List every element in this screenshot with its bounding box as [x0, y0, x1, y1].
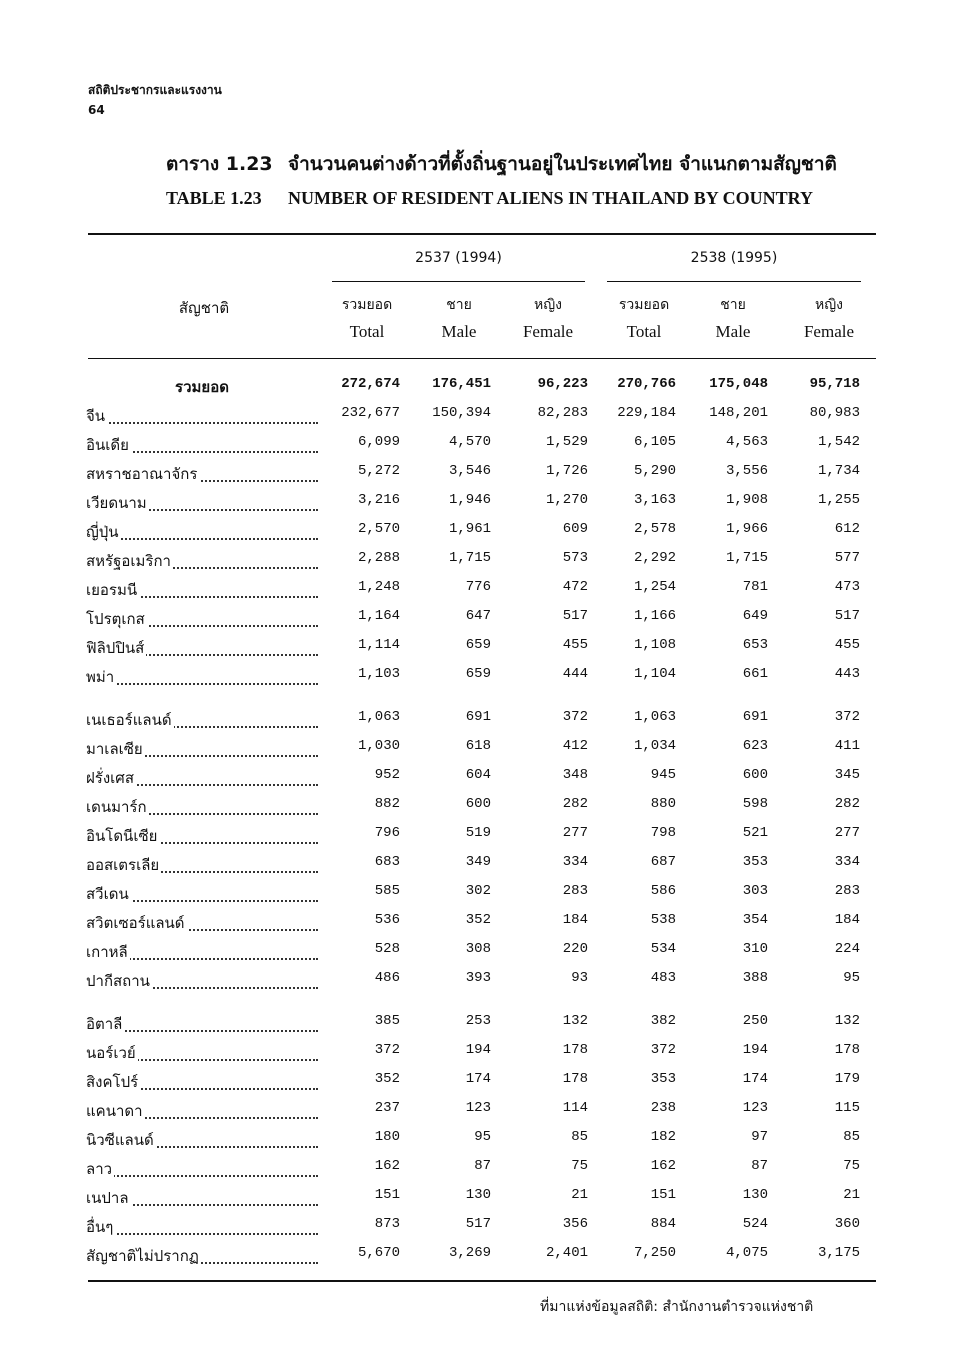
cell-total-1995: 538: [650, 912, 676, 928]
cell-female-1995: 473: [834, 579, 860, 595]
cell-male-1994: 600: [465, 796, 491, 812]
cell-male-1995: 130: [742, 1187, 768, 1203]
table-bottom-rule: [88, 1280, 876, 1282]
cell-female-1994: 2,401: [545, 1245, 588, 1261]
cell-male-1995: 1,715: [725, 550, 768, 566]
cell-total-1994: 5,670: [357, 1245, 400, 1261]
cell-male-1994: 87: [474, 1158, 491, 1174]
cell-male-1994: 123: [465, 1100, 491, 1116]
row-label: [86, 1070, 318, 1094]
cell-female-1994: 277: [562, 825, 588, 841]
cell-female-1994: 93: [571, 970, 588, 986]
cell-male-1995: 653: [742, 637, 768, 653]
cell-female-1995: 21: [843, 1187, 860, 1203]
page-number: 64: [88, 103, 105, 117]
cell-total-1995: 1,104: [633, 666, 676, 682]
running-header-title: สถิติประชากรและแรงงาน: [88, 83, 222, 97]
cell-female-1994: 282: [562, 796, 588, 812]
table-title-thai-text: จำนวนคนต่างด้าวที่ตั้งถิ่นฐานอยู่ในประเทศไทย จำแนกตามสัญชาติ: [288, 153, 837, 175]
row-label: [86, 1215, 318, 1239]
row-label-text: แคนาดา: [86, 1102, 143, 1120]
row-label: [86, 520, 318, 544]
row-label-text: สัญชาติไม่ปรากฏ: [86, 1247, 199, 1265]
cell-male-1994: 130: [465, 1187, 491, 1203]
cell-male-1995: 148,201: [709, 405, 768, 421]
row-label: [86, 795, 318, 819]
row-label-text: สหรัฐอเมริกา: [86, 552, 171, 570]
cell-male-1995: 123: [742, 1100, 768, 1116]
row-label: [86, 1099, 318, 1123]
row-label: [86, 578, 318, 602]
year-1995-rule: [607, 281, 861, 282]
cell-male-1994: 659: [465, 666, 491, 682]
row-label-text: สหราชอาณาจักร: [86, 465, 198, 483]
cell-female-1995: 85: [843, 1129, 860, 1145]
cell-male-1995: 310: [742, 941, 768, 957]
row-label-text: โปรตุเกส: [86, 610, 145, 628]
cell-total-1994: 2,288: [357, 550, 400, 566]
row-label: [86, 462, 318, 486]
row-label: [86, 708, 318, 732]
table-title-english-text: NUMBER OF RESIDENT ALIENS IN THAILAND BY COUNTRY: [288, 188, 813, 208]
col-total-1995: [599, 292, 689, 346]
row-label: [86, 1041, 318, 1065]
running-header: [88, 80, 222, 120]
cell-male-1995: 353: [742, 854, 768, 870]
cell-total-1995: 270,766: [617, 376, 676, 392]
cell-female-1995: 411: [834, 738, 860, 754]
cell-total-1994: 873: [374, 1216, 400, 1232]
cell-total-1995: 372: [650, 1042, 676, 1058]
cell-male-1994: 517: [465, 1216, 491, 1232]
row-label-text: ออสเตรเลีย: [86, 856, 160, 874]
col-female-1994: [503, 292, 593, 346]
cell-male-1994: 3,269: [448, 1245, 491, 1261]
cell-female-1994: 1,726: [545, 463, 588, 479]
cell-total-1995: 798: [650, 825, 676, 841]
cell-female-1994: 573: [562, 550, 588, 566]
cell-male-1994: 647: [465, 608, 491, 624]
cell-total-1994: 1,248: [357, 579, 400, 595]
cell-male-1995: 174: [742, 1071, 768, 1087]
row-label: [86, 636, 318, 660]
cell-male-1994: 1,946: [448, 492, 491, 508]
cell-total-1995: 5,290: [633, 463, 676, 479]
col-total-1994-th: รวมยอด: [341, 297, 393, 313]
cell-total-1994: 2,570: [357, 521, 400, 537]
total-row-label: รวมยอด: [175, 378, 229, 396]
row-label-text: เนเธอร์แลนด์: [86, 711, 172, 729]
row-label: [86, 882, 318, 906]
cell-female-1994: 1,270: [545, 492, 588, 508]
cell-total-1994: 528: [374, 941, 400, 957]
row-label-text: มาเลเซีย: [86, 740, 143, 758]
col-male-1995: [688, 292, 778, 346]
cell-female-1995: 115: [834, 1100, 860, 1116]
cell-male-1994: 253: [465, 1013, 491, 1029]
cell-male-1995: 649: [742, 608, 768, 624]
col-male-1994-en: Male: [441, 322, 477, 341]
cell-male-1994: 352: [465, 912, 491, 928]
cell-female-1995: 577: [834, 550, 860, 566]
year-1994-rule: [332, 281, 585, 282]
cell-male-1994: 659: [465, 637, 491, 653]
cell-total-1995: 238: [650, 1100, 676, 1116]
table-title-english: [166, 184, 837, 212]
cell-female-1994: 356: [562, 1216, 588, 1232]
cell-male-1995: 4,075: [725, 1245, 768, 1261]
cell-male-1995: 97: [751, 1129, 768, 1145]
cell-female-1995: 360: [834, 1216, 860, 1232]
cell-total-1994: 151: [374, 1187, 400, 1203]
table-title-thai: [166, 150, 837, 178]
cell-total-1995: 6,105: [633, 434, 676, 450]
cell-total-1995: 1,034: [633, 738, 676, 754]
cell-male-1994: 4,570: [448, 434, 491, 450]
cell-total-1995: 1,108: [633, 637, 676, 653]
cell-female-1995: 345: [834, 767, 860, 783]
col-female-1995: [784, 292, 874, 346]
cell-male-1995: 388: [742, 970, 768, 986]
cell-male-1995: 354: [742, 912, 768, 928]
cell-total-1995: 2,292: [633, 550, 676, 566]
cell-total-1994: 162: [374, 1158, 400, 1174]
col-total-1995-th: รวมยอด: [618, 297, 670, 313]
row-label-text: อินโดนีเซีย: [86, 827, 158, 845]
cell-female-1995: 1,255: [817, 492, 860, 508]
cell-female-1995: 282: [834, 796, 860, 812]
cell-female-1994: 283: [562, 883, 588, 899]
cell-female-1995: 455: [834, 637, 860, 653]
cell-total-1995: 534: [650, 941, 676, 957]
cell-total-1995: 182: [650, 1129, 676, 1145]
cell-female-1995: 1,542: [817, 434, 860, 450]
source-note: ที่มาแห่งข้อมูลสถิติ: สำนักงานตำรวจแห่งชาติ: [540, 1299, 814, 1315]
cell-male-1995: 303: [742, 883, 768, 899]
cell-total-1994: 3,216: [357, 492, 400, 508]
cell-male-1995: 87: [751, 1158, 768, 1174]
row-label: [86, 1157, 318, 1181]
table-title: [166, 150, 837, 212]
cell-female-1994: 517: [562, 608, 588, 624]
cell-male-1995: 623: [742, 738, 768, 754]
cell-female-1994: 220: [562, 941, 588, 957]
cell-male-1994: 308: [465, 941, 491, 957]
cell-female-1995: 75: [843, 1158, 860, 1174]
cell-female-1994: 184: [562, 912, 588, 928]
cell-total-1994: 385: [374, 1013, 400, 1029]
row-label: [86, 1012, 318, 1036]
cell-female-1995: 178: [834, 1042, 860, 1058]
cell-total-1994: 232,677: [341, 405, 400, 421]
row-label-text: เดนมาร์ก: [86, 798, 147, 816]
cell-male-1994: 1,715: [448, 550, 491, 566]
cell-male-1994: 174: [465, 1071, 491, 1087]
col-female-1995-th: หญิง: [815, 297, 843, 313]
cell-female-1995: 3,175: [817, 1245, 860, 1261]
cell-male-1994: 95: [474, 1129, 491, 1145]
cell-male-1995: 3,556: [725, 463, 768, 479]
row-label: [86, 549, 318, 573]
cell-male-1995: 250: [742, 1013, 768, 1029]
cell-total-1994: 5,272: [357, 463, 400, 479]
cell-total-1994: 1,114: [357, 637, 400, 653]
cell-female-1995: 517: [834, 608, 860, 624]
row-label: [86, 911, 318, 935]
cell-total-1995: 1,063: [633, 709, 676, 725]
cell-total-1995: 353: [650, 1071, 676, 1087]
cell-total-1994: 683: [374, 854, 400, 870]
cell-total-1995: 1,166: [633, 608, 676, 624]
leader-dots: [86, 683, 318, 685]
cell-male-1994: 176,451: [432, 376, 491, 392]
cell-female-1995: 1,734: [817, 463, 860, 479]
cell-total-1994: 882: [374, 796, 400, 812]
cell-female-1995: 277: [834, 825, 860, 841]
cell-total-1994: 796: [374, 825, 400, 841]
row-label: [86, 940, 318, 964]
cell-female-1995: 184: [834, 912, 860, 928]
leader-dots: [86, 422, 318, 424]
cell-total-1994: 486: [374, 970, 400, 986]
cell-female-1994: 178: [562, 1042, 588, 1058]
cell-male-1995: 175,048: [709, 376, 768, 392]
cell-male-1995: 4,563: [725, 434, 768, 450]
cell-female-1995: 95,718: [809, 376, 860, 392]
cell-female-1995: 283: [834, 883, 860, 899]
row-label-text: อื่นๆ: [86, 1218, 114, 1236]
year-1994-header: 2537 (1994): [415, 250, 502, 266]
cell-female-1994: 96,223: [537, 376, 588, 392]
col-female-1994-en: Female: [522, 322, 574, 341]
col-male-1995-th: ชาย: [720, 297, 746, 313]
cell-total-1994: 272,674: [341, 376, 400, 392]
cell-total-1994: 1,164: [357, 608, 400, 624]
row-label: [86, 824, 318, 848]
cell-total-1994: 1,030: [357, 738, 400, 754]
row-label: [86, 766, 318, 790]
leader-dots: [86, 1175, 318, 1177]
cell-total-1995: 151: [650, 1187, 676, 1203]
row-label-text: เนปาล: [86, 1189, 129, 1207]
row-label: [86, 491, 318, 515]
cell-male-1994: 302: [465, 883, 491, 899]
cell-total-1995: 586: [650, 883, 676, 899]
cell-total-1994: 372: [374, 1042, 400, 1058]
row-label-text: สิงคโปร์: [86, 1073, 139, 1091]
row-label-text: เกาหลี: [86, 943, 128, 961]
col-female-1995-en: Female: [803, 322, 855, 341]
cell-female-1995: 443: [834, 666, 860, 682]
row-label-text: นิวซีแลนด์: [86, 1131, 154, 1149]
cell-male-1994: 3,546: [448, 463, 491, 479]
row-label-text: เยอรมนี: [86, 581, 138, 599]
cell-total-1995: 3,163: [633, 492, 676, 508]
cell-female-1994: 455: [562, 637, 588, 653]
col-male-1995-en: Male: [715, 322, 751, 341]
cell-male-1995: 661: [742, 666, 768, 682]
cell-male-1994: 1,961: [448, 521, 491, 537]
row-label: [86, 607, 318, 631]
cell-total-1995: 880: [650, 796, 676, 812]
row-label: [86, 853, 318, 877]
cell-total-1994: 585: [374, 883, 400, 899]
table-number-thai: ตาราง 1.23: [166, 153, 273, 175]
cell-total-1995: 162: [650, 1158, 676, 1174]
row-label: [86, 1186, 318, 1210]
row-label: [86, 969, 318, 993]
cell-male-1994: 776: [465, 579, 491, 595]
cell-female-1994: 444: [562, 666, 588, 682]
row-label-text: ปากีสถาน: [86, 972, 150, 990]
cell-female-1994: 412: [562, 738, 588, 754]
row-label: [86, 433, 318, 457]
row-label: [86, 404, 318, 428]
cell-male-1994: 604: [465, 767, 491, 783]
cell-female-1995: 224: [834, 941, 860, 957]
row-label-text: สวีเดน: [86, 885, 129, 903]
cell-total-1995: 229,184: [617, 405, 676, 421]
cell-male-1994: 519: [465, 825, 491, 841]
cell-female-1994: 132: [562, 1013, 588, 1029]
col-female-1994-th: หญิง: [534, 297, 562, 313]
cell-female-1994: 372: [562, 709, 588, 725]
cell-female-1994: 21: [571, 1187, 588, 1203]
cell-female-1994: 114: [562, 1100, 588, 1116]
col-male-1994-th: ชาย: [446, 297, 472, 313]
row-label-text: ญี่ปุ่น: [86, 523, 119, 541]
cell-female-1995: 80,983: [809, 405, 860, 421]
cell-male-1995: 598: [742, 796, 768, 812]
cell-male-1995: 194: [742, 1042, 768, 1058]
col-total-1994: [322, 292, 412, 346]
cell-male-1994: 618: [465, 738, 491, 754]
col-male-1994: [414, 292, 504, 346]
row-label: [86, 1128, 318, 1152]
row-label-text: อินเดีย: [86, 436, 129, 454]
cell-total-1994: 6,099: [357, 434, 400, 450]
col-total-1994-en: Total: [349, 322, 385, 341]
cell-total-1994: 352: [374, 1071, 400, 1087]
cell-total-1994: 180: [374, 1129, 400, 1145]
cell-female-1995: 95: [843, 970, 860, 986]
cell-female-1995: 132: [834, 1013, 860, 1029]
cell-total-1995: 687: [650, 854, 676, 870]
cell-female-1995: 612: [834, 521, 860, 537]
cell-male-1995: 1,966: [725, 521, 768, 537]
row-label: [86, 665, 318, 689]
cell-total-1994: 1,063: [357, 709, 400, 725]
row-label-text: เวียดนาม: [86, 494, 147, 512]
row-label: [86, 1244, 318, 1268]
cell-total-1995: 7,250: [633, 1245, 676, 1261]
header-bottom-rule: [88, 358, 876, 359]
row-label-text: นอร์เวย์: [86, 1044, 136, 1062]
cell-male-1994: 349: [465, 854, 491, 870]
cell-total-1994: 536: [374, 912, 400, 928]
row-label-text: พม่า: [86, 668, 115, 686]
year-1995-header: 2538 (1995): [690, 250, 778, 266]
cell-total-1994: 952: [374, 767, 400, 783]
cell-male-1994: 691: [465, 709, 491, 725]
cell-male-1995: 524: [742, 1216, 768, 1232]
row-label-text: ฝรั่งเศส: [86, 769, 134, 787]
cell-female-1994: 334: [562, 854, 588, 870]
row-label-text: อิตาลี: [86, 1015, 123, 1033]
cell-female-1994: 85: [571, 1129, 588, 1145]
row-label-text: ฟิลิปปินส์: [86, 639, 145, 657]
leader-dots: [86, 1233, 318, 1235]
cell-female-1995: 179: [834, 1071, 860, 1087]
cell-male-1994: 393: [465, 970, 491, 986]
row-label: [86, 737, 318, 761]
cell-male-1994: 194: [465, 1042, 491, 1058]
cell-total-1995: 884: [650, 1216, 676, 1232]
cell-total-1995: 483: [650, 970, 676, 986]
cell-male-1995: 521: [742, 825, 768, 841]
cell-female-1994: 472: [562, 579, 588, 595]
cell-male-1995: 691: [742, 709, 768, 725]
nationality-header: สัญชาติ: [178, 299, 230, 317]
cell-total-1994: 1,103: [357, 666, 400, 682]
col-total-1995-en: Total: [626, 322, 662, 341]
cell-total-1995: 1,254: [633, 579, 676, 595]
cell-female-1994: 1,529: [545, 434, 588, 450]
cell-female-1994: 348: [562, 767, 588, 783]
cell-male-1995: 600: [742, 767, 768, 783]
cell-male-1995: 781: [742, 579, 768, 595]
cell-male-1994: 150,394: [432, 405, 491, 421]
cell-total-1995: 2,578: [633, 521, 676, 537]
cell-male-1995: 1,908: [725, 492, 768, 508]
cell-total-1994: 237: [374, 1100, 400, 1116]
cell-female-1994: 75: [571, 1158, 588, 1174]
cell-total-1995: 945: [650, 767, 676, 783]
row-label-text: จีน: [86, 407, 106, 425]
row-label-text: สวิตเซอร์แลนด์: [86, 914, 185, 932]
table-top-rule: [88, 233, 876, 235]
cell-female-1994: 178: [562, 1071, 588, 1087]
cell-female-1994: 82,283: [537, 405, 588, 421]
table-number-english: TABLE 1.23: [166, 188, 262, 208]
cell-female-1994: 609: [562, 521, 588, 537]
cell-female-1995: 334: [834, 854, 860, 870]
cell-total-1995: 382: [650, 1013, 676, 1029]
cell-female-1995: 372: [834, 709, 860, 725]
row-label-text: ลาว: [86, 1160, 113, 1178]
